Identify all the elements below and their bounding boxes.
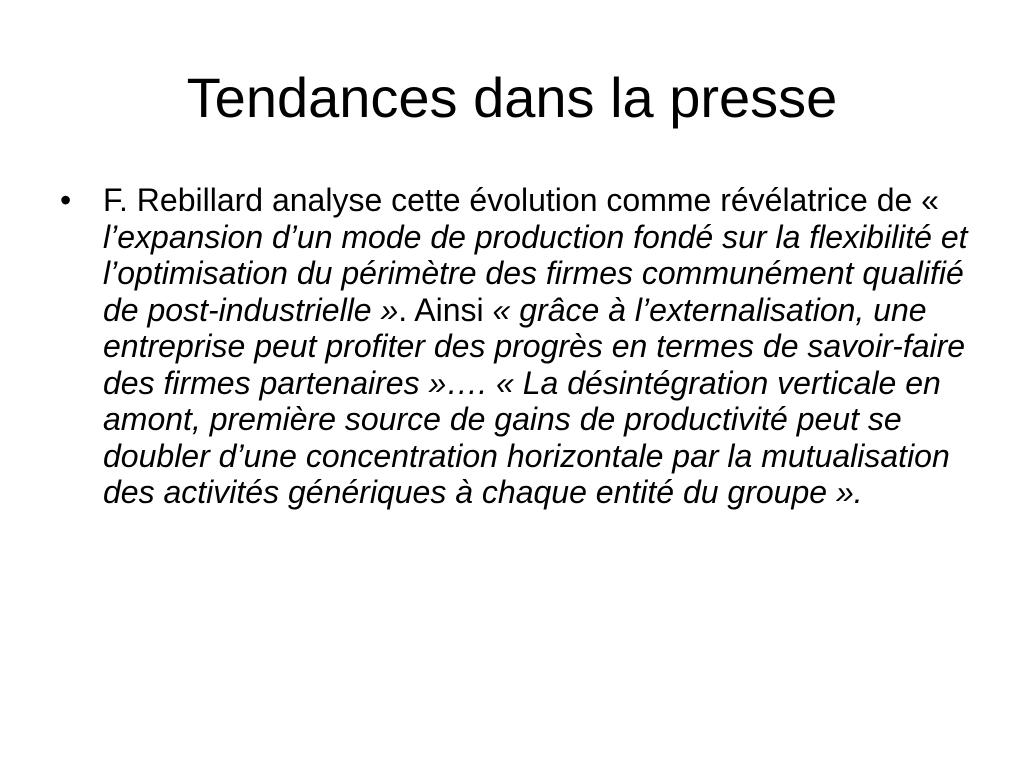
bullet-item: [60, 182, 980, 511]
slide-title: Tendances dans la presse: [186, 66, 838, 129]
bullet-list: [60, 182, 980, 511]
quote-externalisation: « grâce à l’externalisation, une entreprise peut profiter des progrès en termes de savoir-faire des firmes partenaires »…. « La désintégration verticale en amont, première source de gains de productivité peut se doubler d’une concentration horizontale par la mutualisation des activités génériques à chaque entité du groupe ».: [103, 291, 966, 510]
bullet-marker: •: [60, 182, 72, 218]
quote-expansion: l’expansion d’un mode de production fondé sur la flexibilité et l’optimisation du périmètre des firmes communément qualifié de post-industrielle »: [103, 218, 968, 328]
paragraph-text-ainsi: . Ainsi: [398, 291, 493, 328]
paragraph-text-intro: F. Rebillard analyse cette évolution comme révélatrice de «: [103, 182, 939, 218]
